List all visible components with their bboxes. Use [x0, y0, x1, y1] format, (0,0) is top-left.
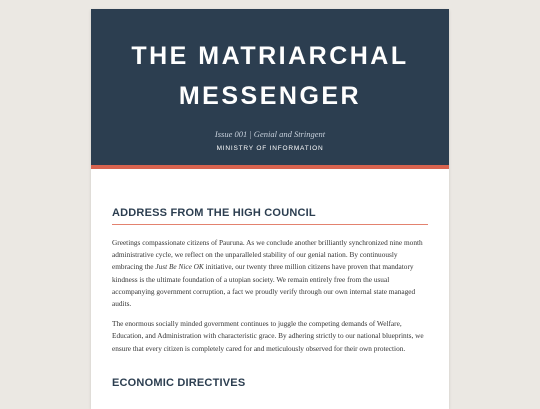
masthead — [91, 9, 449, 169]
title-line-1: THE MATRIARCHAL — [131, 42, 409, 70]
initiative-name: Just Be Nice OK — [155, 262, 204, 272]
newsletter-title — [91, 9, 449, 116]
paragraph-2: The enormous socially minded government continues to juggle the competing demands of Welfare, Education, and Administration with characteristic grace. By adhering strictly to our national blueprints, we ensure that every citizen is completely cared for and meticulously observed for their own protection. — [112, 319, 424, 353]
ministry-label: MINISTRY OF INFORMATION — [216, 145, 324, 152]
title-line-2: MESSENGER — [178, 82, 362, 110]
paragraph-1-text-b: initiative, our twenty three million citizens have proven that mandatory kindness is the ultimate foundation of a utopian society. We remain entirely free from the usual accompanying government corruption, a fact we proudly verify through our own internal state managed audits. — [112, 262, 416, 309]
paragraph-1-text-a: Greetings compassionate citizens of Pauruna. As we conclude another brilliantly synchronized nine month administrative cycle, we reflect on the unparalleled stability of our genial nation. By continuously embracing the — [112, 238, 423, 272]
issue-subtitle: Issue 001 | Genial and Stringent — [214, 129, 326, 139]
newsletter-page — [91, 9, 449, 409]
section-heading-high-council: ADDRESS FROM THE HIGH COUNCIL — [112, 207, 428, 225]
paragraph-1 — [112, 237, 428, 310]
newsletter-content — [91, 169, 449, 394]
section-heading-economic-directives: ECONOMIC DIRECTIVES — [112, 376, 246, 389]
